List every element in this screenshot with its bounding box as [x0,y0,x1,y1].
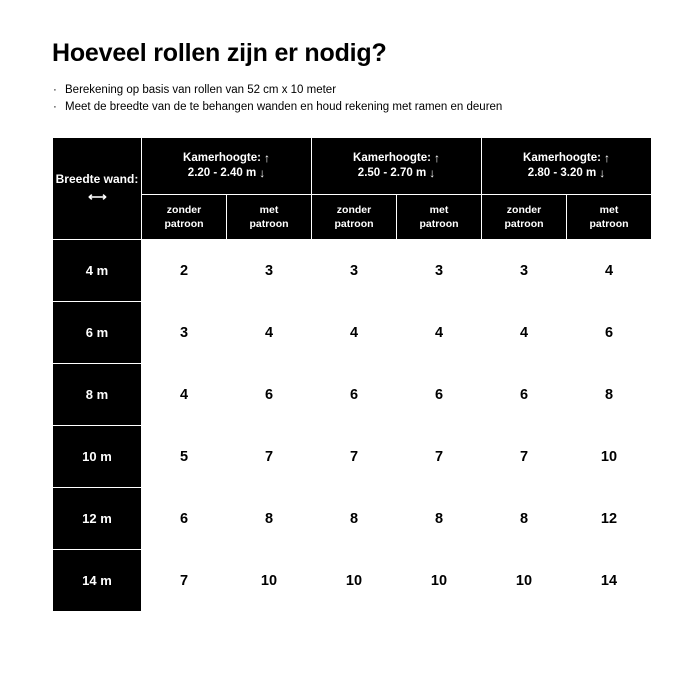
group-range: 2.80 - 3.20 m [527,167,597,180]
cell-value: 4 [397,302,482,364]
cell-value: 5 [142,426,227,488]
arrow-down-icon: ↓ [599,166,606,181]
corner-header-breedte-wand [53,138,142,240]
group-label: Kamerhoogte: [183,151,261,164]
list-item [52,99,652,117]
table-header [53,138,652,240]
cell-value: 7 [482,426,567,488]
subheader-met-patroon-1 [227,195,312,240]
cell-value: 4 [312,302,397,364]
subheader-zonder-patroon-1 [142,195,227,240]
table-header-row-subheaders [53,195,652,240]
subheader-line1: met [259,203,279,216]
rolls-table [52,137,652,612]
cell-value: 10 [312,550,397,612]
cell-value: 6 [482,364,567,426]
table-row [53,426,652,488]
subheader-line2: patroon [504,218,544,231]
cell-value: 14 [567,550,652,612]
subheader-line1: zonder [336,203,372,216]
table-row [53,240,652,302]
cell-value: 8 [397,488,482,550]
cell-value: 8 [567,364,652,426]
subheader-zonder-patroon-2 [312,195,397,240]
cell-value: 6 [567,302,652,364]
cell-value: 2 [142,240,227,302]
group-range: 2.50 - 2.70 m [357,167,427,180]
subheader-line2: patroon [589,218,629,231]
cell-value: 7 [227,426,312,488]
subheader-zonder-patroon-3 [482,195,567,240]
row-header-width: 12 m [53,488,142,550]
subheader-line1: met [429,203,449,216]
group-label: Kamerhoogte: [523,151,601,164]
table-row [53,302,652,364]
row-header-width: 10 m [53,426,142,488]
subheader-line1: zonder [506,203,542,216]
intro-bullet-list [52,82,652,118]
arrow-up-icon: ↑ [433,150,440,165]
arrow-up-icon: ↑ [263,150,270,165]
subheader-met-patroon-3 [567,195,652,240]
horizontal-double-arrow-icon: ⟷ [88,188,106,204]
group-range: 2.20 - 2.40 m [187,167,257,180]
cell-value: 8 [482,488,567,550]
bullet-text: Meet de breedte van de te behangen wanden en houd rekening met ramen en deuren [65,101,503,114]
row-header-width: 8 m [53,364,142,426]
subheader-met-patroon-2 [397,195,482,240]
page-title: Hoeveel rollen zijn er nodig? [52,39,387,67]
subheader-line2: patroon [419,218,459,231]
table-body [53,240,652,612]
cell-value: 6 [397,364,482,426]
cell-value: 3 [142,302,227,364]
cell-value: 3 [397,240,482,302]
row-header-width: 4 m [53,240,142,302]
subheader-line1: zonder [166,203,202,216]
corner-label-line1: Breedte [55,172,101,187]
table-row [53,364,652,426]
group-header-height-3 [482,138,652,195]
group-label: Kamerhoogte: [353,151,431,164]
cell-value: 7 [312,426,397,488]
row-header-width: 14 m [53,550,142,612]
cell-value: 4 [482,302,567,364]
cell-value: 3 [482,240,567,302]
cell-value: 12 [567,488,652,550]
cell-value: 10 [397,550,482,612]
arrow-up-icon: ↑ [603,150,610,165]
cell-value: 4 [142,364,227,426]
row-header-width: 6 m [53,302,142,364]
subheader-line2: patroon [334,218,374,231]
bullet-text: Berekening op basis van rollen van 52 cm x 10 meter [65,83,337,96]
cell-value: 7 [142,550,227,612]
cell-value: 8 [312,488,397,550]
table-row [53,488,652,550]
cell-value: 4 [227,302,312,364]
list-item [52,82,652,100]
cell-value: 3 [227,240,312,302]
group-header-height-2 [312,138,482,195]
cell-value: 10 [567,426,652,488]
table-row [53,550,652,612]
bullet-dot-icon: · [53,83,57,96]
group-header-height-1 [142,138,312,195]
subheader-line2: patroon [249,218,289,231]
cell-value: 7 [397,426,482,488]
arrow-down-icon: ↓ [429,166,436,181]
subheader-line1: met [599,203,619,216]
corner-label-line2: wand: [103,172,139,187]
cell-value: 6 [142,488,227,550]
cell-value: 4 [567,240,652,302]
cell-value: 6 [312,364,397,426]
cell-value: 10 [482,550,567,612]
cell-value: 10 [227,550,312,612]
cell-value: 3 [312,240,397,302]
subheader-line2: patroon [164,218,204,231]
arrow-down-icon: ↓ [259,166,266,181]
cell-value: 8 [227,488,312,550]
bullet-dot-icon: · [53,101,57,114]
cell-value: 6 [227,364,312,426]
table-header-row-groups [53,138,652,195]
